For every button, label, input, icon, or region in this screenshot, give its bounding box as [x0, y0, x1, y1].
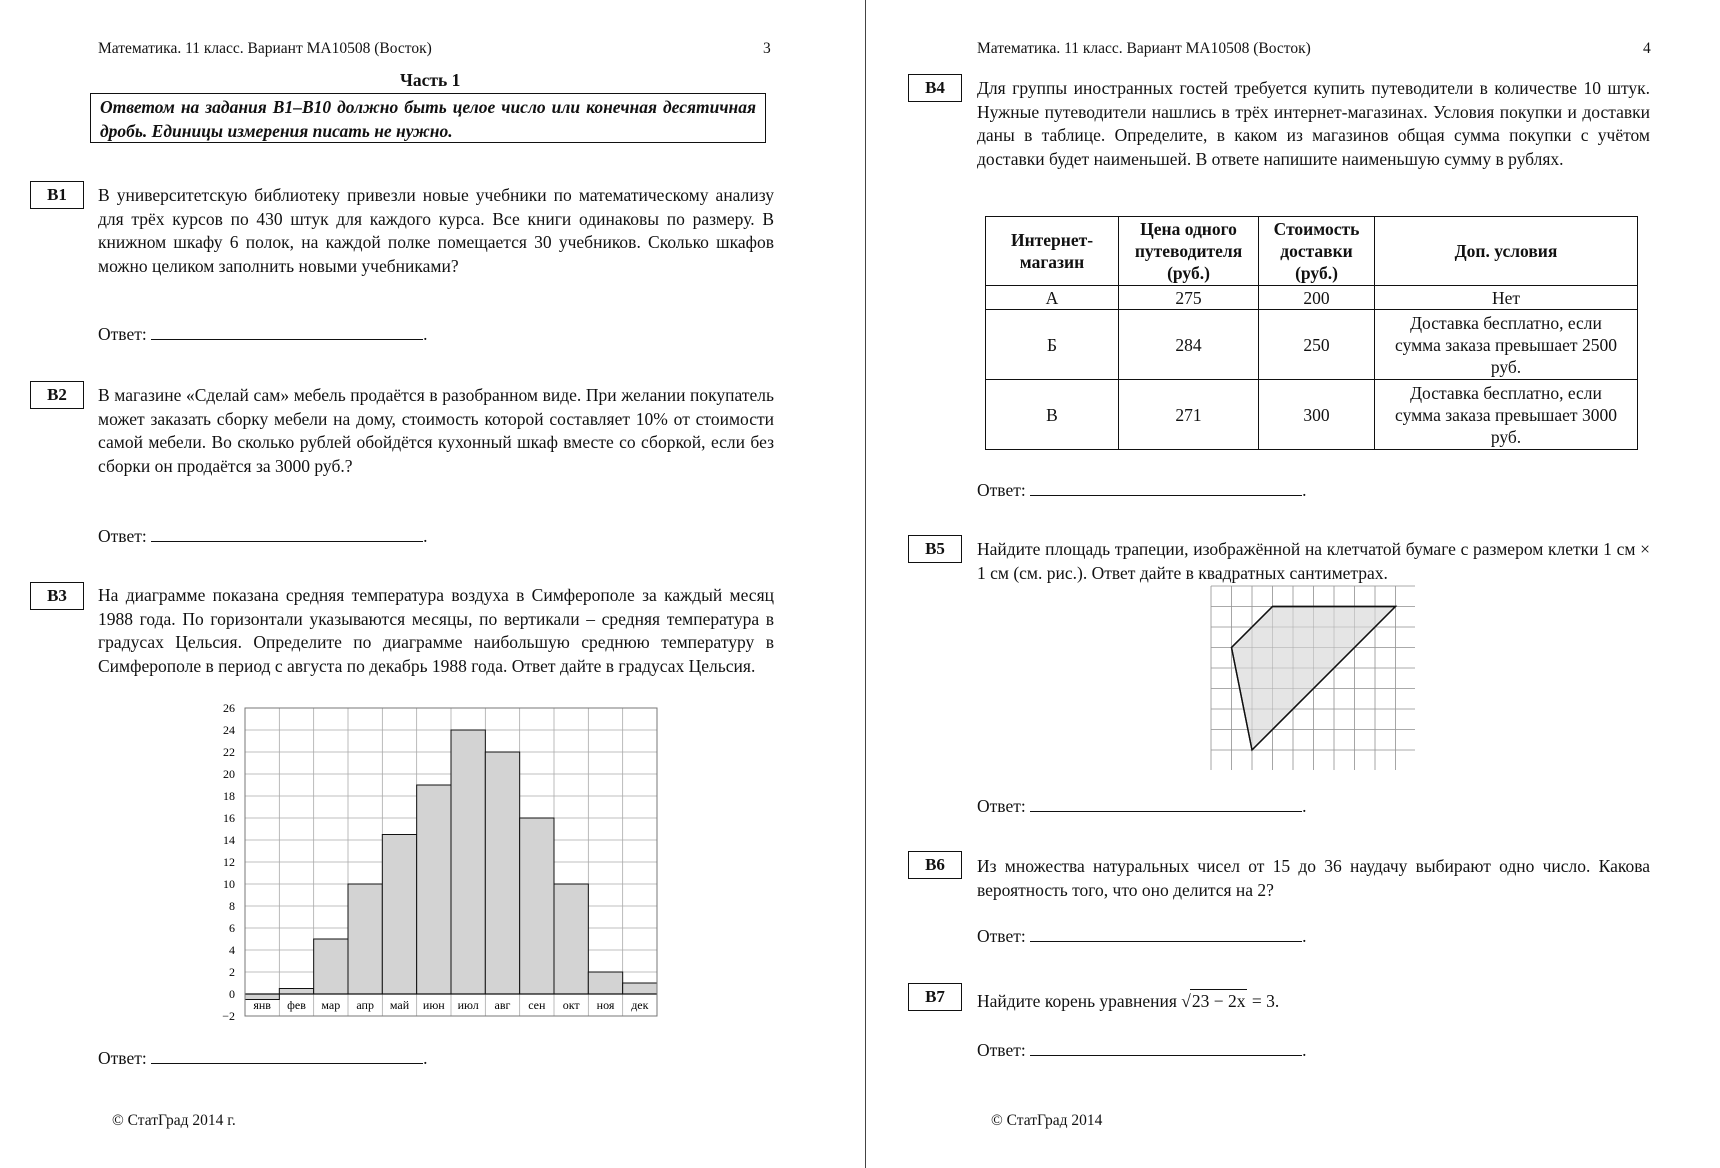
table-cell: 250 [1259, 310, 1375, 380]
table-cell: В [986, 380, 1119, 450]
answer-b4 [977, 480, 1306, 501]
bar-мар [314, 939, 348, 994]
table-cell: Доставка бесплатно, если сумма заказа превышает 3000 руб. [1375, 380, 1638, 450]
bar-окт [554, 884, 588, 994]
task-label-b6: B6 [908, 851, 962, 879]
x-tick-label: фев [287, 998, 306, 1012]
y-tick-label: 8 [229, 899, 235, 913]
table-header-cell: Стоимость доставки (руб.) [1259, 217, 1375, 286]
y-tick-label: 2 [229, 965, 235, 979]
equation: √23 − 2x = 3. [1181, 991, 1279, 1011]
y-tick-label: 0 [229, 987, 235, 1001]
x-tick-label: авг [494, 998, 511, 1012]
task-label-b1: B1 [30, 181, 84, 209]
bar-июл [451, 730, 485, 994]
left-page-number: 3 [763, 40, 771, 57]
table-header-cell: Доп. условия [1375, 217, 1638, 286]
answer-label: Ответ: [98, 526, 147, 546]
answer-end: . [1302, 796, 1307, 816]
x-tick-label: июн [422, 998, 445, 1012]
y-tick-label: 12 [223, 855, 235, 869]
x-tick-label: июл [457, 998, 479, 1012]
table-cell: А [986, 286, 1119, 310]
table-cell: Б [986, 310, 1119, 380]
answer-b3 [98, 1048, 427, 1069]
bar-сен [520, 818, 554, 994]
equation-radicand: 23 − 2x [1190, 989, 1248, 1014]
answer-label: Ответ: [977, 796, 1026, 816]
y-tick-label: 6 [229, 921, 235, 935]
equation-prompt: Найдите корень уравнения [977, 991, 1177, 1011]
answer-field-b3[interactable] [151, 1049, 423, 1064]
task-text-b1: В университетскую библиотеку привезли новые учебники по математическому анализу для трёх курсов по 430 штук для каждого курса. Все книги одинаковы по размеру. В книжном шкафу 6 полок, на каждой полке помещается 30 учебников. Сколько шкафов можно целиком заполнить новыми учебниками? [98, 185, 774, 276]
y-tick-label: 16 [223, 811, 235, 825]
answer-end: . [423, 526, 428, 546]
answer-field-b4[interactable] [1030, 481, 1302, 496]
x-tick-label: янв [253, 998, 271, 1012]
bar-июн [417, 785, 451, 994]
task-label-b3: B3 [30, 582, 84, 610]
bar-авг [485, 752, 519, 994]
table-header-cell: Цена одного путеводителя (руб.) [1119, 217, 1259, 286]
x-tick-label: апр [356, 998, 374, 1012]
right-page-number: 4 [1643, 40, 1651, 57]
left-page-footer: © СтатГрад 2014 г. [112, 1112, 236, 1129]
answer-label: Ответ: [98, 1048, 147, 1068]
x-tick-label: дек [631, 998, 649, 1012]
table-cell: 275 [1119, 286, 1259, 310]
answer-field-b1[interactable] [151, 325, 423, 340]
y-tick-label: 14 [223, 833, 235, 847]
y-tick-label: 24 [223, 723, 235, 737]
instruction-box: Ответом на задания В1–В10 должно быть целое число или конечная десятичная дробь. Единицы измерения писать не нужно. [90, 93, 766, 143]
x-tick-label: ноя [596, 998, 615, 1012]
right-page-header: Математика. 11 класс. Вариант МА10508 (Восток) [977, 40, 1311, 57]
answer-b5 [977, 796, 1306, 817]
task-text-b6: Из множества натуральных чисел от 15 до 36 наудачу выбирают одно число. Какова вероятность того, что оно делится на 2? [977, 856, 1650, 900]
table-cell: 271 [1119, 380, 1259, 450]
task-text-b5: Найдите площадь трапеции, изображённой на клетчатой бумаге с размером клетки 1 см × 1 см (см. рис.). Ответ дайте в квадратных сантиметрах. [977, 539, 1650, 583]
answer-label: Ответ: [977, 1040, 1026, 1060]
answer-b1 [98, 324, 427, 345]
table-cell: Доставка бесплатно, если сумма заказа превышает 2500 руб. [1375, 310, 1638, 380]
table-row [986, 380, 1638, 450]
bar-дек [623, 983, 657, 994]
y-tick-label: 4 [229, 943, 235, 957]
table-cell: 300 [1259, 380, 1375, 450]
left-page-header: Математика. 11 класс. Вариант МА10508 (Восток) [98, 40, 432, 57]
x-tick-label: мар [321, 998, 341, 1012]
x-tick-label: май [389, 998, 410, 1012]
y-tick-label: 22 [223, 745, 235, 759]
temperature-chart [200, 696, 670, 1021]
answer-field-b7[interactable] [1030, 1041, 1302, 1056]
task-text-b4: Для группы иностранных гостей требуется купить путеводители в количестве 10 штук. Нужные путеводители нашлись в трёх интернет-магазинах. Условия покупки и доставки даны в таблице. Определите, в каком из магазинов общая сумма покупки с учётом доставки будет наименьшей. В ответе напишите наименьшую сумму в рублях. [977, 78, 1650, 169]
y-tick-label: 18 [223, 789, 235, 803]
table-row [986, 286, 1638, 310]
y-tick-label: 20 [223, 767, 235, 781]
bar-фев [279, 989, 313, 995]
answer-end: . [1302, 480, 1307, 500]
bar-май [382, 835, 416, 995]
x-tick-label: сен [528, 998, 546, 1012]
table-header-row [986, 217, 1638, 286]
task-label-b4: B4 [908, 74, 962, 102]
bar-апр [348, 884, 382, 994]
page-divider [865, 0, 866, 1168]
y-tick-label: 26 [223, 701, 235, 715]
bar-ноя [588, 972, 622, 994]
answer-label: Ответ: [977, 926, 1026, 946]
shops-table [985, 216, 1638, 450]
task-label-b2: B2 [30, 381, 84, 409]
part-title: Часть 1 [400, 70, 461, 90]
answer-end: . [423, 324, 428, 344]
answer-label: Ответ: [977, 480, 1026, 500]
table-cell: 200 [1259, 286, 1375, 310]
trapezoid-figure [1210, 585, 1415, 770]
right-page-footer: © СтатГрад 2014 [991, 1112, 1103, 1129]
answer-end: . [1302, 1040, 1307, 1060]
answer-end: . [423, 1048, 428, 1068]
task-text-b3: На диаграмме показана средняя температура воздуха в Симферополе за каждый месяц 1988 года. По горизонтали указываются месяцы, по вертикали – средняя температура в градусах Цельсия. Определите по диаграмме наибольшую среднюю температуру в Симферополе в период с августа по декабрь 1988 года. Ответ дайте в градусах Цельсия. [98, 585, 774, 676]
answer-end: . [1302, 926, 1307, 946]
x-tick-label: окт [562, 998, 580, 1012]
answer-field-b5[interactable] [1030, 797, 1302, 812]
table-cell: 284 [1119, 310, 1259, 380]
answer-label: Ответ: [98, 324, 147, 344]
task-text-b2: В магазине «Сделай сам» мебель продаётся в разобранном виде. При желании покупатель может заказать сборку мебели на дому, стоимость которой составляет 10% от стоимости самой мебели. Во сколько рублей обойдётся кухонный шкаф вместе со сборкой, если без сборки он продаётся за 3000 руб.? [98, 385, 774, 476]
table-header-cell: Интернет-магазин [986, 217, 1119, 286]
task-label-b5: B5 [908, 535, 962, 563]
answer-b7 [977, 1040, 1306, 1061]
table-cell: Нет [1375, 286, 1638, 310]
answer-b2 [98, 526, 427, 547]
task-text-b7 [977, 989, 1650, 1014]
table-row [986, 310, 1638, 380]
y-tick-label: −2 [222, 1009, 235, 1021]
equation-rhs: = 3. [1251, 991, 1280, 1011]
task-label-b7: B7 [908, 983, 962, 1011]
answer-field-b6[interactable] [1030, 927, 1302, 942]
y-tick-label: 10 [223, 877, 235, 891]
answer-field-b2[interactable] [151, 527, 423, 542]
answer-b6 [977, 926, 1306, 947]
